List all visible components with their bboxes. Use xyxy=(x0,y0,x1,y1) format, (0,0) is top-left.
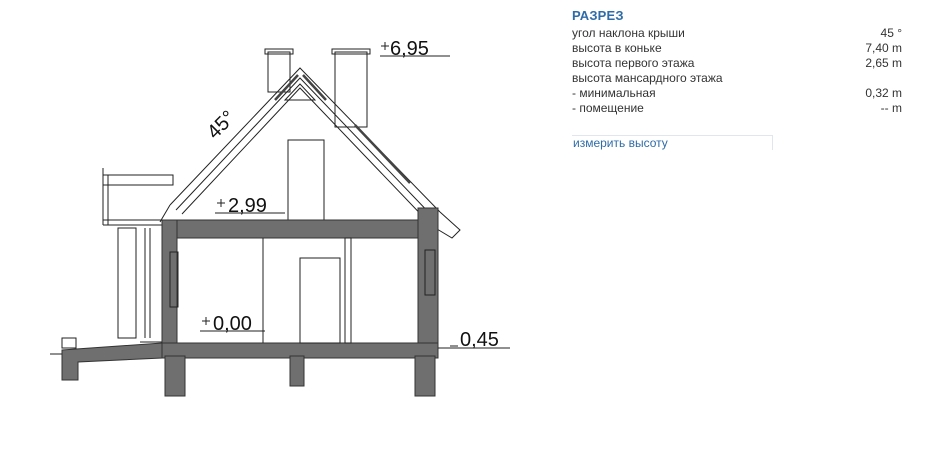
panel-title: РАЗРЕЗ xyxy=(572,8,624,23)
row-attic-height xyxy=(572,71,902,86)
measure-height-box xyxy=(572,135,773,150)
level-label-ridge: 6,95 xyxy=(390,38,429,60)
row-label: угол наклона крыши xyxy=(572,26,685,40)
row-label: - минимальная xyxy=(572,86,656,100)
roof-angle-label: 45° xyxy=(202,106,240,144)
row-value: 7,40 m xyxy=(865,41,902,55)
measure-height-link[interactable]: измерить высоту xyxy=(573,136,668,150)
row-attic-min xyxy=(572,86,902,101)
row-label: - помещение xyxy=(572,101,644,115)
roof xyxy=(160,68,460,238)
row-ridge-height xyxy=(572,41,902,56)
row-first-floor-height xyxy=(572,56,902,71)
level-marker-attic xyxy=(215,195,285,217)
row-attic-room xyxy=(572,101,902,116)
level-label-terrain: 0,45 xyxy=(460,329,499,351)
level-label-ground: 0,00 xyxy=(213,313,252,335)
row-label: высота в коньке xyxy=(572,41,662,55)
roof-bands xyxy=(275,75,410,183)
row-label: высота первого этажа xyxy=(572,56,695,70)
row-value: 0,32 m xyxy=(865,86,902,100)
row-roof-angle xyxy=(572,26,902,41)
level-marker-terrain xyxy=(438,329,510,351)
row-value: 2,65 m xyxy=(865,56,902,70)
attic-door xyxy=(288,140,324,222)
row-value: 45 ° xyxy=(880,26,902,40)
row-value: -- m xyxy=(880,101,902,115)
level-label-attic: 2,99 xyxy=(228,195,267,217)
row-label: высота мансардного этажа xyxy=(572,71,723,85)
chimney-right xyxy=(332,49,370,127)
level-marker-ridge xyxy=(380,38,450,60)
level-marker-ground xyxy=(200,313,265,335)
